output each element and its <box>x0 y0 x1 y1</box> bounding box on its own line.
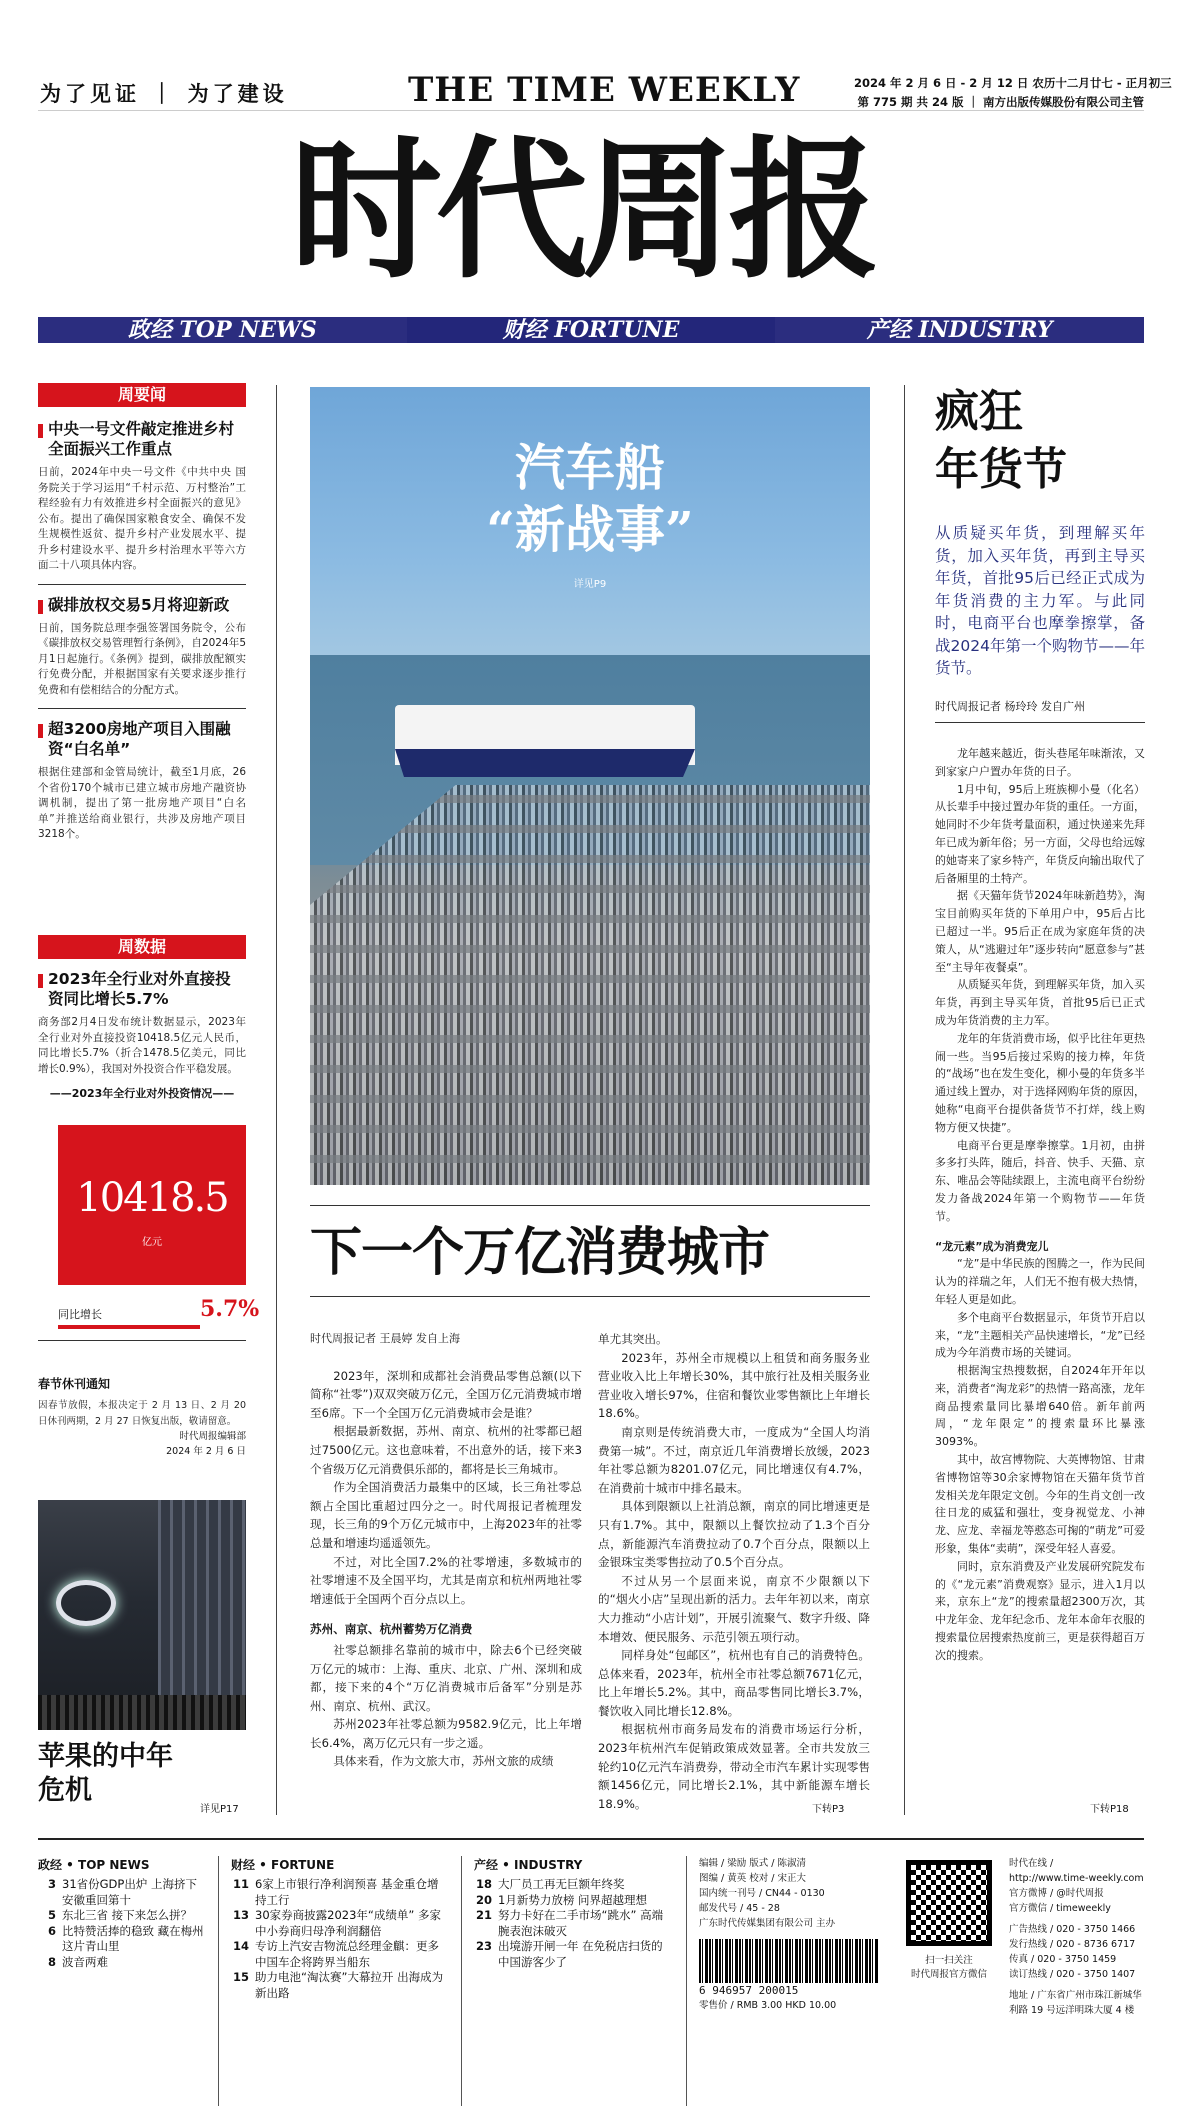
apple-logo-icon <box>56 1580 116 1626</box>
slogan: 为了见证 ｜ 为了建设 <box>40 81 288 106</box>
paragraph: 根据最新数据，苏州、南京、杭州的社零都已超过7500亿元。这也意味着，不出意外的话，接下来3个省级万亿元消费俱乐部的，都将是长三角城市。 <box>310 1424 582 1476</box>
feature-byline: 时代周报记者 杨玲玲 发自广州 <box>935 700 1085 713</box>
index-item[interactable]: 5 东北三省 接下来怎么拼？ <box>47 1908 193 1922</box>
paragraph: 南京则是传统消费大市，一度成为“全国人均消费第一城”。不过，南京近几年消费增长放缓，2023年社零总额为8201.07亿元，同比增速仅有4.7%，在消费前十城市中排名最末。 <box>598 1424 870 1495</box>
weekly-news-tag: 周要闻 <box>38 383 246 407</box>
paragraph: 电商平台更是摩拳擦掌。1月初，由拼多多打头阵，随后，抖音、快手、天猫、京东、唯品会等陆续跟上，主流电商平台纷纷发力备战2024年第一个购物节——年货节。 <box>935 1138 1145 1223</box>
notice-body: 因春节放假，本报决定于 2 月 13 日、2 月 20 日休刊两期，2 月 27 日恢复出版，敬请留意。 <box>38 1400 246 1427</box>
english-title: THE TIME WEEKLY <box>408 70 801 110</box>
news-body: 日前，国务院总理李强签署国务院令，公布《碳排放权交易管理暂行条例》，自2024年5月1日起施行。《条例》提到，碳排放配额实行免费分配，并根据国家有关要求逐步推行免费和有偿相结合的分配方式。 <box>38 621 246 696</box>
header-divider <box>38 110 1144 111</box>
masthead: 时代周报 <box>290 120 874 299</box>
paragraph: 不过，对比全国7.2%的社零增速，多数城市的社零增速不及全国平均，尤其是南京和杭州两地社零增速低于全国两个百分点以上。 <box>310 1554 582 1606</box>
paragraph: 单尤其突出。 <box>598 1332 668 1346</box>
paragraph: “龙”是中华民族的图腾之一，作为民间认为的祥瑞之年，人们无不抱有极大热情，年轻人更是如此。 <box>935 1257 1145 1306</box>
divider <box>38 1340 246 1341</box>
growth-value: 5.7% <box>200 1296 260 1322</box>
paragraph: 同样身处“包邮区”，杭州也有自己的消费特色。总体来看，2023年，杭州全市社零总额7671亿元，比上年增长5.2%。其中，商品零售同比增长3.7%，餐饮收入同比增长12.8%。 <box>598 1648 870 1718</box>
news-item[interactable] <box>38 719 246 843</box>
issue-date: 2024 年 2 月 6 日 - 2 月 12 日 农历十二月廿七 - 正月初三 <box>854 76 1172 90</box>
paragraph: 根据淘宝热搜数据，自2024年开年以来，消费者“淘龙彩”的热情一路高涨，龙年商品搜索量同比暴增640倍。新年前两周，“龙年限定”的搜索量环比暴涨3093%。 <box>935 1364 1145 1449</box>
publication-info: 编辑 / 梁励 版式 / 陈淑清 图编 / 黄英 校对 / 宋正大 国内统一刊号 / CN44 - 0130 邮发代号 / 45 - 28 广东时代传媒集团有限公司 主办 6 946957 200015 零售价 / RMB 3.00 HKD 10.00 <box>699 1856 889 2106</box>
notice <box>38 1375 246 1459</box>
box-caption: ——2023年全行业对外投资情况—— <box>49 1087 235 1100</box>
contact-info: 时代在线 / http://www.time-weekly.com 官方微博 / @时代周报 官方微信 / timeweekly 广告热线 / 020 - 3750 1466 发行热线 / 020 - 8736 6717 传真 / 020 - 3750 1459 读订热线 / 020 - 3750 1407 地址 / 广东省广州市珠江新城华利路 19 号远洋明珠大厦 4 楼 <box>1009 1858 1144 2016</box>
divider <box>935 722 1145 723</box>
column-divider <box>276 385 277 1815</box>
paragraph: 龙年越来越近，街头巷尾年味渐浓，又到家家户户置办年货的日子。 <box>935 747 1145 778</box>
growth-label: 同比增长 <box>58 1308 102 1321</box>
news-body: 日前，2024年中央一号文件《中共中央 国务院关于学习运用“千村示范、万村整治”工程经验有力有效推进乡村全面振兴的意见》公布。提出了确保国家粮食安全、确保不发生规模性返贫、提升乡村产业发展水平、提升乡村建设水平、提升乡村治理水平等六方面二十八项具体内容。 <box>38 466 246 571</box>
paragraph: 2023年，苏州全市规模以上租赁和商务服务业营业收入比上年增长30%，其中旅行社及相关服务业营业收入增长97%，住宿和餐饮业零售额比上年增长18.6%。 <box>598 1350 870 1421</box>
investment-figure-box <box>58 1125 246 1285</box>
paragraph: 从质疑买年货，到理解买年货，加入买年货，再到主导买年货，首批95后已正式成为年货消费的主力军。 <box>935 978 1145 1027</box>
byline: 时代周报记者 王晨婷 发自上海 <box>310 1332 460 1345</box>
qr-code[interactable] <box>906 1860 992 1946</box>
apple-store-photo <box>38 1500 246 1730</box>
cover-photo[interactable] <box>310 387 870 1185</box>
barcode <box>699 1939 879 1983</box>
news-title: 碳排放权交易5月将迎新政 <box>38 595 246 615</box>
index-item[interactable]: 15 助力电池“淘汰赛”大幕拉开 出海成为新出路 <box>232 1970 444 2000</box>
subheading: “龙元素”成为消费宠儿 <box>935 1239 1049 1253</box>
column-divider <box>904 385 905 1815</box>
paragraph: 根据杭州市商务局发布的消费市场运行分析，2023年杭州汽车促销政策成效显著。全市共发放三轮约10亿元汽车消费券，带动全市汽车累计实现零售额1456亿元，同比增长2.1%，其中新能源车增长18.9%。 <box>598 1722 870 1811</box>
article-column-1 <box>310 1330 582 1771</box>
price: 零售价 / RMB 3.00 HKD 10.00 <box>699 2000 837 2011</box>
article-column-2 <box>598 1330 870 1813</box>
paragraph: 作为全国消费活力最集中的区域，长三角社零总额占全国比重超过四分之一。时代周报记者梳理发现，长三角的9个万亿元城市中，上海2023年的社零总量和增速均遥遥领先。 <box>310 1480 582 1550</box>
index-item[interactable]: 8 波音两难 <box>47 1954 108 1969</box>
divider <box>310 1205 870 1206</box>
divider <box>310 1296 870 1297</box>
divider <box>38 584 246 585</box>
divider <box>218 1856 219 2106</box>
footer-rule <box>38 1838 1144 1840</box>
paragraph: 社零总额排名靠前的城市中，除去6个已经突破万亿元的城市：上海、重庆、北京、广州、深圳和成都，接下来的4个“万亿消费城市后备军”分别是苏州、南京、杭州、武汉。 <box>310 1642 582 1713</box>
paragraph: 不过从另一个层面来说，南京不少限额以下的“烟火小店”呈现出新的活力。去年年初以来，南京大力推动“小店计划”，开展引流聚气、数字升级、降本增效、便民服务、示范引领五项行动。 <box>598 1573 870 1644</box>
paragraph: 同时，京东消费及产业发展研究院发布的《“龙元素”消费观察》显示，进入1月以来，京东上“龙”的搜索量超2300万次，其中龙年金、龙年纪念币、龙年本命年衣服的搜索量位居搜索热度前三，更是获得超百万次的搜索。 <box>935 1559 1145 1662</box>
index-item[interactable]: 23 出境游开闸一年 在免税店扫货的中国游客少了 <box>475 1939 663 1969</box>
weekly-data-tag: 周数据 <box>38 935 246 959</box>
notice-date: 2024 年 2 月 6 日 <box>166 1446 246 1457</box>
cover-photo-title: 汽车船 “新战事” <box>486 438 694 559</box>
paragraph: 苏州2023年社零总额为9582.9亿元，比上年增长6.4%，离万亿元只有一步之遥。 <box>310 1717 582 1750</box>
continue-ref[interactable]: 下转P18 <box>1090 1804 1129 1815</box>
paragraph: 具体到限额以上社消总额，南京的同比增速更是只有1.7%。其中，限额以上餐饮拉动了1.3个百分点，新能源汽车消费拉动了0.7个百分点，限额以上金银珠宝类零售拉动了0.5个百分点。 <box>598 1499 870 1570</box>
subheading: 苏州、南京、杭州蓄势万亿消费 <box>310 1622 473 1637</box>
index-item[interactable]: 21 努力卡好在二手市场“跳水” 高端腕表泡沫破灭 <box>475 1908 664 1938</box>
news-title: 超3200房地产项目入围融资“白名单” <box>38 719 246 759</box>
news-title: 中央一号文件敲定推进乡村全面振兴工作重点 <box>38 419 246 459</box>
issue-info <box>854 74 1172 112</box>
index-item[interactable]: 14 专访上汽安吉物流总经理金麒：更多中国车企将跨界当船东 <box>232 1939 439 1969</box>
section-fortune[interactable]: 财经 FORTUNE <box>407 317 776 343</box>
apple-crisis-title[interactable]: 苹果的中年危机 <box>38 1741 173 1806</box>
index-item[interactable]: 3 31省份GDP出炉 上海挤下安徽重回第十 <box>47 1877 197 1907</box>
apple-page-ref[interactable]: 详见P17 <box>200 1804 239 1815</box>
qr-block: 扫一扫关注 时代周报官方微信 <box>901 1856 997 2106</box>
main-headline[interactable]: 下一个万亿消费城市 <box>310 1222 770 1283</box>
index-item[interactable]: 6 比特赞活捧的稳致 藏在梅州这片青山里 <box>47 1923 204 1953</box>
continue-ref[interactable]: 下转P3 <box>812 1804 845 1815</box>
growth-bar <box>58 1325 200 1329</box>
divider <box>461 1856 462 2106</box>
investment-unit: 亿元 <box>142 1237 162 1248</box>
issue-number: 第 775 期 共 24 版 ｜ 南方出版传媒股份有限公司主管 <box>857 95 1144 109</box>
section-top-news[interactable]: 政经 TOP NEWS <box>127 317 317 343</box>
index-item[interactable]: 13 30家券商披露2023年“成绩单” 多家中小券商归母净利润翻倍 <box>232 1908 441 1938</box>
index-fortune: 财经 • FORTUNE 11 6家上市银行净利润预喜 基金重仓增持工行 13 30家券商披露2023年“成绩单” 多家中小券商归母净利润翻倍 14 专访上汽安吉物流总经理金麒：更多中国车企将跨界当船东 15 助力电池“淘汰赛”大幕拉开 出海成为新出路 <box>231 1856 449 2106</box>
divider <box>686 1856 687 2106</box>
notice-title: 春节休刊通知 <box>38 1377 111 1391</box>
paragraph: 2023年，深圳和成都社会消费品零售总额(以下简称“社零”)双双突破万亿元，全国万亿元消费城市增至6席。下一个全国万亿元消费城市会是谁？ <box>310 1368 582 1420</box>
index-top-news: 政经 • TOP NEWS 3 31省份GDP出炉 上海挤下安徽重回第十 5 东北三省 接下来怎么拼？ 6 比特赞活捧的稳致 藏在梅州这片青山里 8 波音两难 <box>38 1856 206 2106</box>
paragraph: 多个电商平台数据显示，年货节开启以来，“龙”主题相关产品快速增长，“龙”已经成为今年消费市场的关键词。 <box>935 1310 1145 1360</box>
paragraph: 据《天猫年货节2024年味新趋势》，淘宝目前购买年货的下单用户中，95后占比已超过一半。95后正在成为家庭年货的决策人，从“逃避过年”逐步转向“愿意参与”甚至“主导年夜餐桌”。 <box>935 889 1145 974</box>
index-industry: 产经 • INDUSTRY 18 大厂员工再无巨额年终奖 20 1月新势力放榜 问界超越理想 21 努力卡好在二手市场“跳水” 高端腕表泡沫破灭 23 出境游开闸一年 在免税店扫货的中国游客少了 <box>474 1856 674 2106</box>
feature-lead: 从质疑买年货，到理解买年货，加入买年货，再到主导买年货，首批95后已经正式成为年货消费的主力军。与此同时，电商平台也摩拳擦掌，备战2024年第一个购物节——年货节。 <box>935 524 1145 677</box>
barcode-number: 6 946957 200015 <box>699 1984 799 1997</box>
news-body: 根据住建部和金管局统计，截至1月底，26个省份170个城市已建立城市房地产融资协调机制，提出了第一批房地产项目“白名单”并推送给商业银行，共涉及房地产项目3218个。 <box>38 766 246 840</box>
data-title: 2023年全行业对外直接投资同比增长5.7% <box>38 969 246 1009</box>
paragraph: 1月中旬，95后上班族柳小曼（化名）从长辈手中接过置办年货的重任。一方面，她同时不少年货考量面积，通过快递来先拜年已成为新年俗；另一方面，父母也给远嫁的她寄来了家乡特产，年货反向输出取代了后备厢里的土特产。 <box>935 782 1145 885</box>
footer <box>38 1856 1144 2106</box>
divider <box>38 708 246 709</box>
news-item[interactable] <box>38 419 246 574</box>
feature-title[interactable]: 疯狂 年货节 <box>935 386 1067 495</box>
cover-photo-ref: 详见P9 <box>573 579 607 590</box>
section-industry[interactable]: 产经 INDUSTRY <box>866 317 1053 343</box>
data-body: 商务部2月4日发布统计数据显示，2023年全行业对外直接投资10418.5亿元人民币，同比增长5.7%（折合1478.5亿美元，同比增长0.9%），我国对外投资合作平稳发展。 <box>38 1016 246 1075</box>
news-item[interactable] <box>38 595 246 699</box>
index-item[interactable]: 11 6家上市银行净利润预喜 基金重仓增持工行 <box>232 1877 439 1907</box>
index-item[interactable]: 20 1月新势力放榜 问界超越理想 <box>475 1892 647 1907</box>
left-column <box>38 383 246 843</box>
paragraph: 龙年的年货消费市场，似乎比往年更热闹一些。当95后接过采购的接力棒，年货的“战场”也在发生变化，柳小曼的年货多半通过线上置办，对于选择网购年货的原因，她称“电商平台提供备货节不打烊，线上购物方便又快捷”。 <box>935 1031 1145 1134</box>
paragraph: 具体来看，作为文旅大市，苏州文旅的成绩 <box>333 1754 554 1769</box>
notice-sign: 时代周报编辑部 <box>179 1431 246 1442</box>
weekly-data <box>38 935 246 1101</box>
section-bar <box>38 317 1144 343</box>
paragraph: 其中，故宫博物院、大英博物馆、甘肃省博物馆等30余家博物馆在天猫年货节首发相关龙年限定文创。今年的生肖文创一改往日龙的威猛和强壮，变身视觉龙、小神龙、应龙、幸福龙等憨态可掬的“萌龙”可爱形象，集体“卖萌”，深受年轻人喜爱。 <box>935 1453 1145 1556</box>
investment-value: 10418.5 <box>76 1175 228 1221</box>
index-item[interactable]: 18 大厂员工再无巨额年终奖 <box>475 1877 625 1891</box>
feature-body <box>935 745 1145 1665</box>
